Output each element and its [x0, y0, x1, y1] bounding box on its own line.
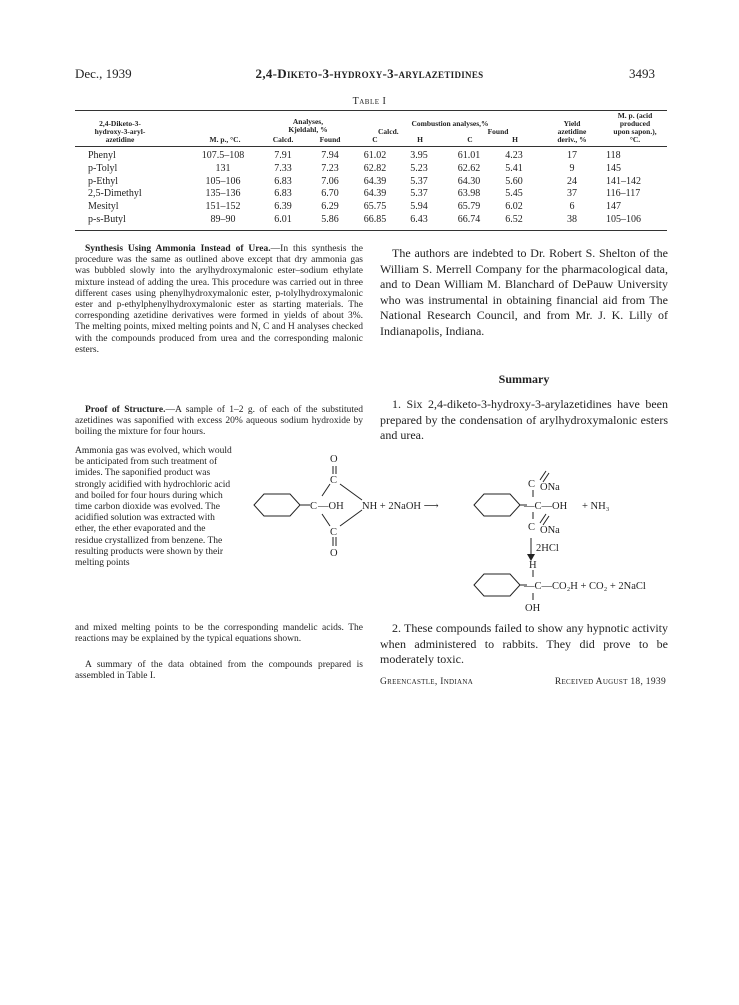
table-cell-c_calc: 64.39 — [363, 175, 387, 187]
bond-carbonyl-nh-top — [340, 484, 362, 500]
table-cell-mp: 105–106 — [205, 175, 241, 187]
scheme-oh-bottom: OH — [525, 603, 541, 614]
table-cell-n_calc: 6.01 — [274, 214, 292, 225]
col-header-compound — [75, 120, 165, 144]
scheme-ona-top: ONa — [540, 482, 560, 493]
scheme-o-top: O — [330, 454, 338, 465]
col-header-mp: M. p., °C. — [209, 135, 241, 144]
table-cell-c_calc: 66.85 — [363, 214, 387, 225]
col-header-analyses — [268, 118, 348, 134]
table-cell-mp_acid: 105–106 — [606, 214, 641, 225]
table-cell-n_found: 6.29 — [321, 201, 339, 213]
col-header-mp-acid-line: upon sapon.), — [613, 127, 657, 136]
col-header-c2: C — [467, 135, 473, 144]
table-cell-mp: 135–136 — [205, 188, 241, 200]
running-title: 2,4-Diketo-3-hydroxy-3-arylazetidines — [255, 66, 484, 81]
table-cell-compound: Phenyl — [88, 150, 116, 161]
table-cell-h_found: 4.23 — [505, 150, 523, 161]
synthesis-body: —In this synthesis the procedure was the same as outlined above except that dry ammonia gas was bubbled slowly into the arylhydroxymalonic ester–sodium ethylate mixture instead of adding the urea. This procedure was carried out in three different cases using phenylhydroxymalonic ester, p-tolylhydroxymalonic ester and p-ethylphenylhydroxymalonic ester as starting materials. The corresponding azetidine derivatives were formed in yields of about 3%. The melting points, mixed melting points and N, C and H analyses checked with the compounds produced from urea and the corresponding malonic esters. — [75, 244, 363, 355]
scheme-hcl: 2HCl — [536, 543, 559, 554]
table-cell-h_found: 5.60 — [505, 175, 523, 187]
footer-received: Received August 18, 1939 — [554, 677, 666, 687]
summary-heading: Summary — [498, 372, 550, 386]
table-cell-yield: 24 — [567, 175, 577, 187]
col-header-yield — [548, 120, 596, 144]
table-cell-h_calc: 3.95 — [410, 150, 428, 161]
scheme-c-ona1: C — [528, 479, 536, 490]
table-bottom-rule — [75, 230, 667, 231]
scheme-acid-line: —C—CO₂H + CO₂ + 2NaCl — [524, 581, 646, 592]
table-cell-mp: 89–90 — [210, 214, 236, 225]
footer-place: Greencastle, Indiana — [380, 677, 474, 687]
table-cell-c_calc: 62.82 — [363, 162, 387, 174]
scheme-nh-reagent: NH + 2NaOH ⟶ — [362, 501, 439, 512]
table-cell-compound: p-Tolyl — [88, 162, 118, 174]
table-cell-n_calc: 7.91 — [274, 150, 292, 161]
table-cell-n_calc: 7.33 — [274, 162, 292, 174]
col-header-compound-line: 2,4-Diketo-3- — [99, 119, 141, 128]
table-header-rule — [75, 146, 667, 147]
table-cell-c_found: 63.98 — [457, 188, 481, 200]
table-cell-h_found: 6.02 — [505, 201, 523, 213]
col-header-compound-line: azetidine — [105, 135, 135, 144]
scheme-c-mid: C — [310, 501, 318, 512]
table-cell-mp_acid: 145 — [606, 162, 621, 174]
proof-tail-text: and mixed melting points to be the corresponding mandelic acids. The reactions may be explained by the typical equations shown. — [75, 623, 363, 645]
scheme-h: H — [529, 560, 537, 571]
col-header-mp-acid — [602, 112, 668, 144]
table-cell-n_found: 6.70 — [321, 188, 339, 200]
table-cell-h_calc: 5.37 — [410, 188, 428, 200]
table-top-rule — [75, 110, 667, 111]
table-cell-c_found: 64.30 — [457, 175, 481, 187]
proof-narrow-text: Ammonia gas was evolved, which would be anticipated from such treatment of imides. The saponified product was strongly acidified with hydrochloric acid and boiled for four hours during which time carbon dioxide was evolved. The acidified solution was extracted with ether, the ether evaporated and the residue crystallized from benzene. The resulting products were shown by their melting points — [75, 446, 232, 569]
col-header-mp-acid-line: produced — [619, 119, 651, 128]
col-header-yield-line: deriv., % — [557, 135, 587, 144]
scheme-o-bottom: O — [330, 548, 338, 559]
table-cell-compound: p-Ethyl — [88, 175, 118, 187]
table-cell-h_found: 5.41 — [505, 162, 523, 174]
table-cell-n_calc: 6.39 — [274, 201, 292, 213]
table-cell-yield: 38 — [567, 214, 577, 225]
table-cell-mp_acid: 141–142 — [606, 175, 641, 187]
scheme-ona-bottom: ONa — [540, 525, 560, 536]
header-date: Dec., 1939 — [75, 66, 132, 81]
col-header-h2: H — [512, 135, 518, 144]
table-cell-h_found: 6.52 — [505, 214, 523, 225]
proof-paragraph — [75, 405, 363, 439]
summary-item-1: 1. Six 2,4-diketo-3-hydroxy-3-arylazetidines have been prepared by the condensation of arylhydroxymalonic esters and urea. — [380, 397, 668, 443]
table-cell-h_found: 5.45 — [505, 188, 523, 200]
table-cell-mp_acid: 118 — [606, 150, 621, 161]
col-header-found: Found — [319, 135, 341, 144]
proof-heading: Proof of Structure. — [85, 405, 166, 415]
table-cell-c_found: 66.74 — [457, 214, 481, 225]
scheme-oh: —OH — [318, 501, 344, 512]
table-cell-compound: 2,5-Dimethyl — [88, 188, 142, 200]
table-cell-mp: 151–152 — [205, 201, 241, 213]
table-cell-c_found: 62.62 — [457, 162, 481, 174]
table-cell-c_calc: 64.39 — [363, 188, 387, 200]
col-header-yield-line: azetidine — [557, 127, 587, 136]
benzene-ring-left — [254, 494, 300, 516]
table-cell-c_found: 65.79 — [457, 201, 481, 213]
col-header-analyses-line: Kjeldahl, % — [288, 125, 328, 134]
col-header-yield-line: Yield — [563, 119, 581, 128]
col-header-mp-acid-line: M. p. (acid — [617, 111, 653, 120]
col-header-comb-found: Found — [487, 127, 509, 136]
table-cell-n_found: 7.94 — [321, 150, 339, 161]
table-cell-h_calc: 5.23 — [410, 162, 428, 174]
table-cell-mp_acid: 116–117 — [606, 188, 641, 200]
proof-body: —A sample of 1–2 g. of each of the substituted azetidines was saponified with excess 20% aqueous sodium hydroxide by boiling the mixture for four hours. — [75, 405, 363, 438]
col-header-calcd: Calcd. — [272, 135, 294, 144]
table-cell-c_found: 61.01 — [457, 150, 481, 161]
benzene-ring-acid — [474, 574, 520, 596]
table-cell-c_calc: 61.02 — [363, 150, 387, 161]
table-cell-yield: 17 — [567, 150, 577, 161]
table-cell-n_found: 7.06 — [321, 175, 339, 187]
table-cell-n_calc: 6.83 — [274, 175, 292, 187]
table-cell-n_calc: 6.83 — [274, 188, 292, 200]
table-cell-yield: 9 — [569, 162, 575, 174]
synthesis-heading: Synthesis Using Ammonia Instead of Urea. — [85, 244, 271, 254]
table-cell-yield: 6 — [569, 201, 575, 213]
benzene-ring-right — [474, 494, 520, 516]
table-cell-yield: 37 — [567, 188, 577, 200]
table-cell-h_calc: 5.94 — [410, 201, 428, 213]
table-summary-text: A summary of the data obtained from the compounds prepared is assembled in Table I. — [75, 660, 363, 682]
bond-c-carbonyl-bottom — [322, 514, 330, 526]
table-cell-compound: p-s-Butyl — [88, 214, 126, 225]
col-header-mp-acid-line: °C. — [629, 135, 641, 144]
col-header-comb-calcd: Calcd. — [378, 127, 399, 136]
page-number: 3493 — [629, 66, 655, 81]
table-cell-mp: 131 — [215, 162, 231, 174]
table-cell-n_found: 7.23 — [321, 162, 339, 174]
acknowledgement-paragraph: The authors are indebted to Dr. Robert S. Shelton of the William S. Merrell Company for the pharmacological data, and to Dean William M. Blanchard of DePauw University who was instrumental in obtaining financial aid from The National Research Council, and from Mr. J. K. Lilly of Indianapolis, Indiana. — [380, 246, 668, 338]
table-caption: Table I — [352, 96, 387, 107]
table-cell-h_calc: 6.43 — [410, 214, 428, 225]
table-cell-c_calc: 65.75 — [363, 201, 387, 213]
col-header-compound-line: hydroxy-3-aryl- — [94, 127, 146, 136]
table-cell-compound: Mesityl — [88, 201, 119, 213]
col-header-h: H — [417, 135, 423, 144]
scheme-c-bottom: C — [330, 527, 338, 538]
table-cell-n_found: 5.86 — [321, 214, 339, 225]
bond-c-carbonyl-top — [322, 484, 330, 496]
scheme-c-ona2: C — [528, 522, 536, 533]
scheme-nh3: + NH₃ — [582, 501, 610, 512]
summary-item-2: 2. These compounds failed to show any hypnotic activity when administered to rabbits. They did prove to be moderately toxic. — [380, 621, 668, 667]
scheme-c-top: C — [330, 475, 338, 486]
col-header-c: C — [372, 135, 378, 144]
col-header-analyses-line: Analyses, — [292, 117, 324, 126]
table-cell-mp: 107.5–108 — [201, 150, 245, 161]
synthesis-paragraph — [75, 244, 363, 356]
scheme-c-center: —C—OH — [524, 501, 568, 512]
table-cell-h_calc: 5.37 — [410, 175, 428, 187]
bond-carbonyl-nh-bottom — [340, 510, 362, 526]
col-header-combustion: Combustion analyses,% — [411, 119, 489, 128]
table-cell-mp_acid: 147 — [606, 201, 621, 213]
reaction-scheme — [240, 440, 680, 625]
